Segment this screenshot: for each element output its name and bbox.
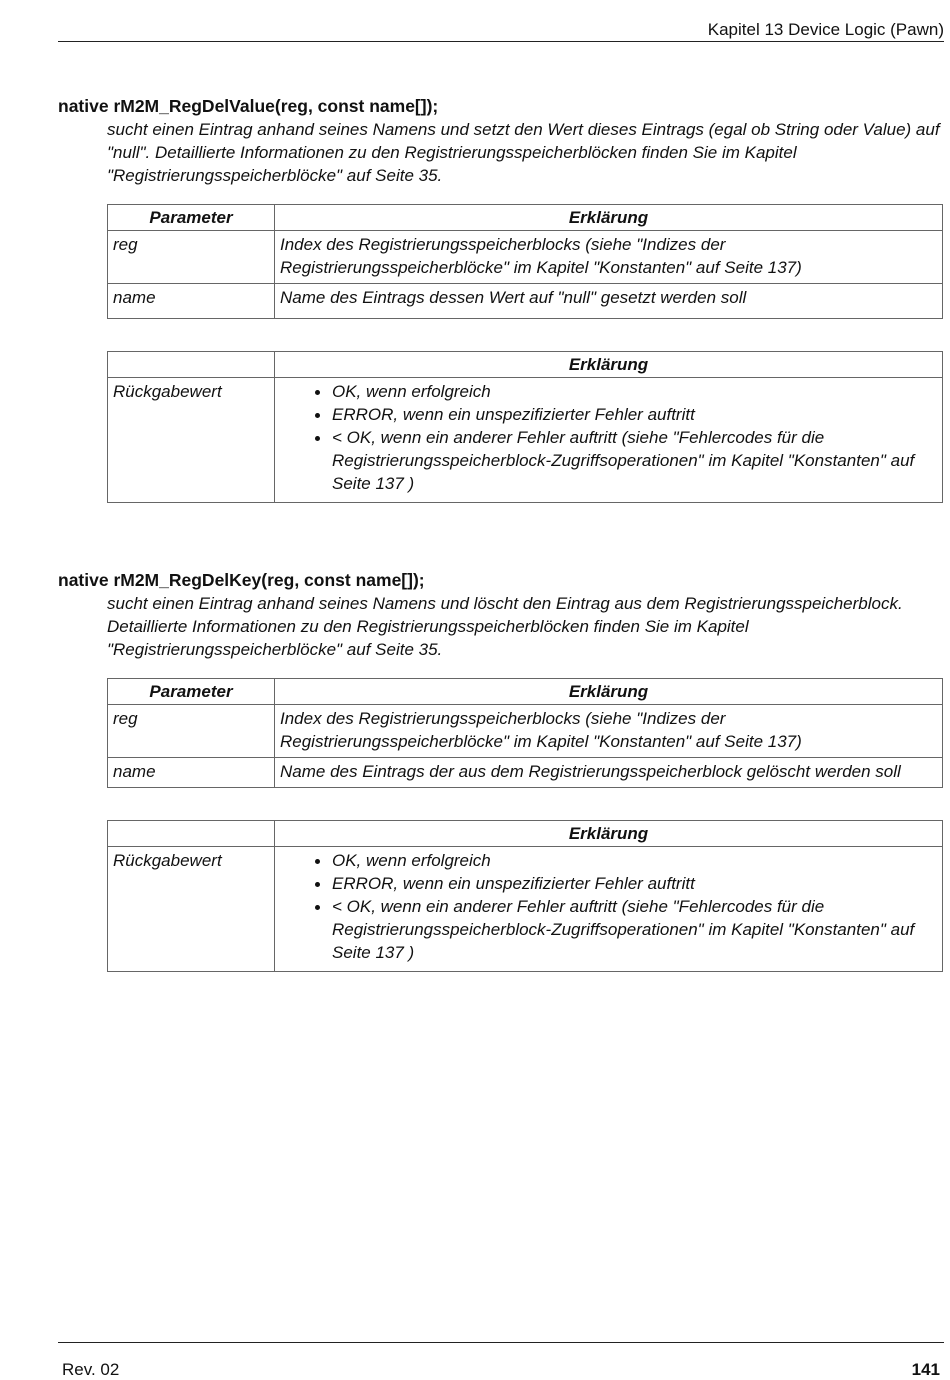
- list-item: OK, wenn erfolgreich: [332, 849, 937, 872]
- return-label: Rückgabewert: [108, 847, 275, 972]
- function-section-regdelvalue: [58, 95, 944, 503]
- footer-divider: [58, 1342, 944, 1343]
- list-item: OK, wenn erfolgreich: [332, 380, 937, 403]
- list-item: ERROR, wenn ein unspezifizierter Fehler auftritt: [332, 403, 937, 426]
- return-value-list: [280, 380, 937, 495]
- table-row: [108, 847, 943, 972]
- empty-header-cell: [108, 352, 275, 378]
- param-explanation: Index des Registrierungsspeicherblocks (siehe "Indizes der Registrierungsspeicherblöcke" im Kapitel "Konstanten" auf Seite 137): [275, 705, 943, 758]
- empty-header-cell: [108, 821, 275, 847]
- table-header-row: [108, 205, 943, 231]
- return-value-table: [107, 820, 943, 972]
- param-explanation: Index des Registrierungsspeicherblocks (siehe "Indizes der Registrierungsspeicherblöcke" im Kapitel "Konstanten" auf Seite 137): [275, 231, 943, 284]
- param-name: name: [108, 284, 275, 319]
- param-name: name: [108, 758, 275, 788]
- parameter-table: [107, 204, 943, 319]
- explanation-header: Erklärung: [275, 679, 943, 705]
- parameter-header: Parameter: [108, 679, 275, 705]
- page-number: 141: [911, 1360, 940, 1379]
- param-explanation: Name des Eintrags der aus dem Registrierungsspeicherblock gelöscht werden soll: [275, 758, 943, 788]
- return-values: [275, 378, 943, 503]
- parameter-table: [107, 678, 943, 788]
- function-signature: native rM2M_RegDelValue(reg, const name[]);: [58, 96, 439, 116]
- param-name: reg: [108, 231, 275, 284]
- revision-label: Rev. 02: [62, 1360, 120, 1379]
- table-header-row: [108, 352, 943, 378]
- param-explanation: Name des Eintrags dessen Wert auf "null" gesetzt werden soll: [275, 284, 943, 319]
- explanation-header: Erklärung: [275, 352, 943, 378]
- table-row: [108, 284, 943, 319]
- return-value-list: [280, 849, 937, 964]
- explanation-header: Erklärung: [275, 821, 943, 847]
- param-name: reg: [108, 705, 275, 758]
- table-row: [108, 705, 943, 758]
- function-description: sucht einen Eintrag anhand seines Namens und löscht den Eintrag aus dem Registrierungsspeicherblock. Detaillierte Informationen zu den Registrierungsspeicherblöcken finden Sie im Kapitel "Registrierungsspeicherblöcke" auf Seite 35.: [107, 594, 903, 659]
- list-item: < OK, wenn ein anderer Fehler auftritt (siehe "Fehlercodes für die Registrierungsspeicherblock-Zugriffsoperationen" im Kapitel "Konstanten" auf Seite 137 ): [332, 426, 937, 495]
- parameter-header: Parameter: [108, 205, 275, 231]
- list-item: ERROR, wenn ein unspezifizierter Fehler auftritt: [332, 872, 937, 895]
- return-label: Rückgabewert: [108, 378, 275, 503]
- table-row: [108, 378, 943, 503]
- table-header-row: [108, 679, 943, 705]
- function-section-regdelkey: [58, 569, 944, 972]
- table-row: [108, 231, 943, 284]
- explanation-header: Erklärung: [275, 205, 943, 231]
- return-value-table: [107, 351, 943, 503]
- header-divider: [58, 41, 944, 42]
- function-signature: native rM2M_RegDelKey(reg, const name[]);: [58, 570, 425, 590]
- running-header: Kapitel 13 Device Logic (Pawn): [707, 20, 944, 39]
- table-row: [108, 758, 943, 788]
- function-description: sucht einen Eintrag anhand seines Namens und setzt den Wert dieses Eintrags (egal ob String oder Value) auf "null". Detaillierte Informationen zu den Registrierungsspeicherblöcken finden Sie im Kapitel "Registrierungsspeicherblöcke" auf Seite 35.: [107, 120, 940, 185]
- table-header-row: [108, 821, 943, 847]
- list-item: < OK, wenn ein anderer Fehler auftritt (siehe "Fehlercodes für die Registrierungsspeicherblock-Zugriffsoperationen" im Kapitel "Konstanten" auf Seite 137 ): [332, 895, 937, 964]
- return-values: [275, 847, 943, 972]
